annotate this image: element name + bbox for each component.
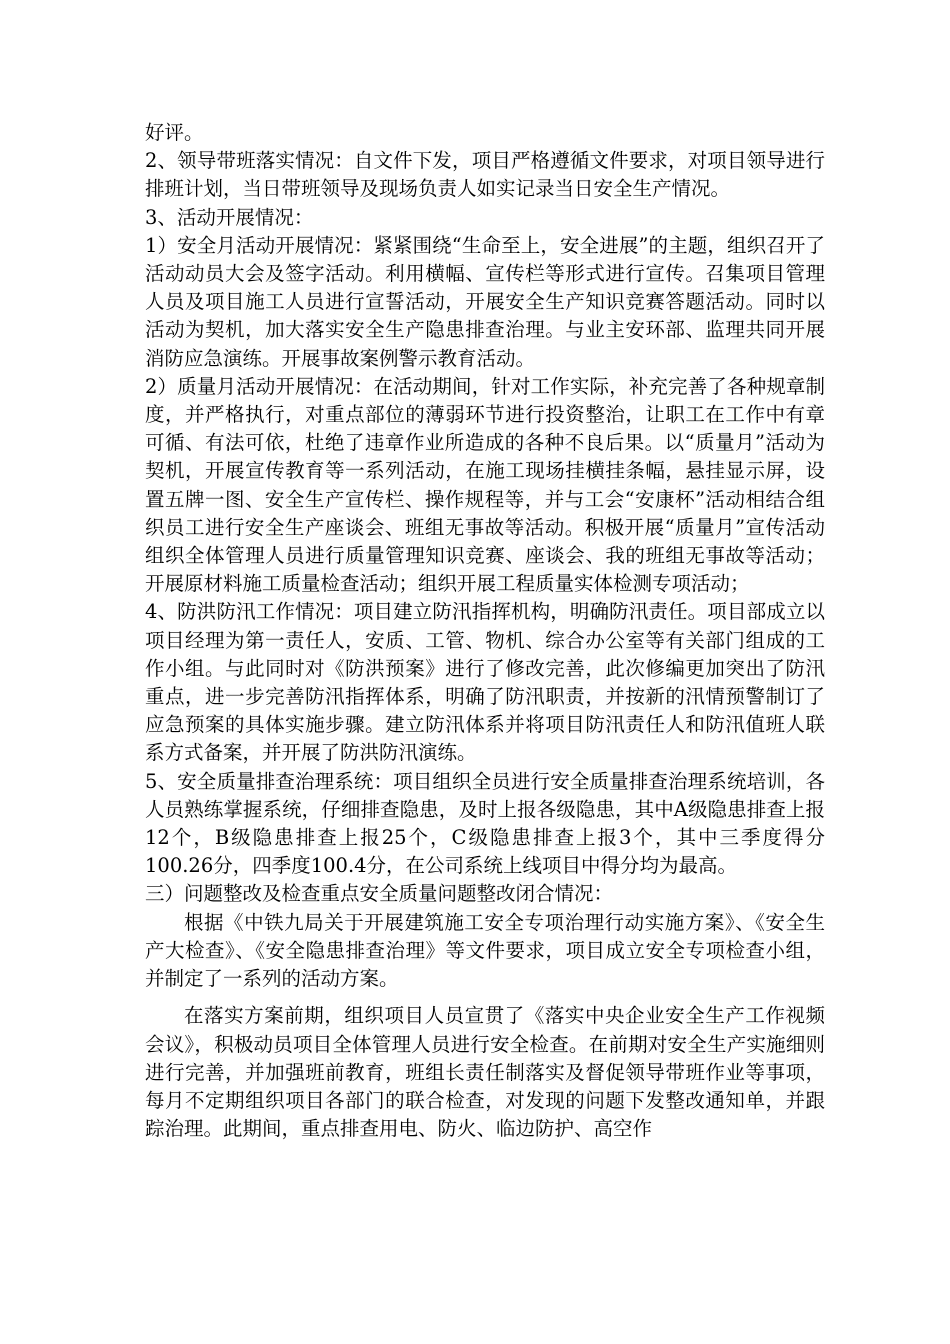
paragraph-p3: 1）安全月活动开展情况：紧紧围绕“生命至上，安全进展”的主题，组织召开了活动动员大会及签字活动。利用横幅、宣传栏等形式进行宣传。召集项目管理人员及项目施工人员进行宣誓活动，开展安全生产知识竞赛答题活动。同时以活动为契机，加大落实安全生产隐患排查治理。与业主安环部、监理共同开展消防应急演练。开展事故案例警示教育活动。 xyxy=(145,233,825,370)
document-body xyxy=(145,119,825,1143)
paragraph-p4: 2）质量月活动开展情况：在活动期间，针对工作实际，补充完善了各种规章制度，并严格执行，对重点部位的薄弱环节进行投资整治，让职工在工作中有章可循、有法可依，杜绝了违章作业所造成的各种不良后果。以“质量月”活动为契机，开展宣传教育等一系列活动，在施工现场挂横挂条幅，悬挂显示屏，设置五牌一图、安全生产宣传栏、操作规程等，并与工会“安康杯”活动相结合组织员工进行安全生产座谈会、班组无事故等活动。积极开展“质量月”宣传活动组织全体管理人员进行质量管理知识竞赛、座谈会、我的班组无事故等活动；开展原材料施工质量检查活动；组织开展工程质量实体检测专项活动； xyxy=(145,374,825,596)
section-heading: 三）问题整改及检查重点安全质量问题整改闭合情况： xyxy=(145,882,614,906)
paragraph-p6: 5、安全质量排查治理系统：项目组织全员进行安全质量排查治理系统培训，各人员熟练掌握系统，仔细排查隐患，及时上报各级隐患，其中A级隐患排查上报12个，B级隐患排查上报25个，C级隐患排查上报3个，其中三季度得分100.26分，四季度100.4分，在公司系统上线项目中得分均为最高。 xyxy=(145,769,825,878)
paragraph-p8: 根据《中铁九局关于开展建筑施工安全专项治理行动实施方案》、《安全生产大检查》、《安全隐患排查治理》等文件要求，项目成立安全专项检查小组，并制定了一系列的活动方案。 xyxy=(145,910,825,991)
paragraph-p9: 在落实方案前期，组织项目人员宣贯了《落实中央企业安全生产工作视频会议》，积极动员项目全体管理人员进行安全检查。在前期对安全生产实施细则进行完善，并加强班前教育，班组长责任制落实及督促领导带班作业等事项，每月不定期组织项目各部门的联合检查，对发现的问题下发整改通知单，并跟踪治理。此期间，重点排查用电、防火、临边防护、高空作 xyxy=(145,1004,825,1141)
paragraph-p1: 2、领导带班落实情况：自文件下发，项目严格遵循文件要求，对项目领导进行排班计划，当日带班领导及现场负责人如实记录当日安全生产情况。 xyxy=(145,149,825,201)
paragraph-p2: 3、活动开展情况： xyxy=(145,205,314,229)
paragraph-p0: 好评。 xyxy=(145,121,204,144)
paragraph-p5: 4、防洪防汛工作情况：项目建立防汛指挥机构，明确防汛责任。项目部成立以项目经理为第一责任人，安质、工管、物机、综合办公室等有关部门组成的工作小组。与此同时对《防洪预案》进行了修改完善，此次修编更加突出了防汛重点，进一步完善防汛指挥体系，明确了防汛职责，并按新的汛情预警制订了应急预案的具体实施步骤。建立防汛体系并将项目防汛责任人和防汛值班人联系方式备案，并开展了防洪防汛演练。 xyxy=(145,600,825,765)
